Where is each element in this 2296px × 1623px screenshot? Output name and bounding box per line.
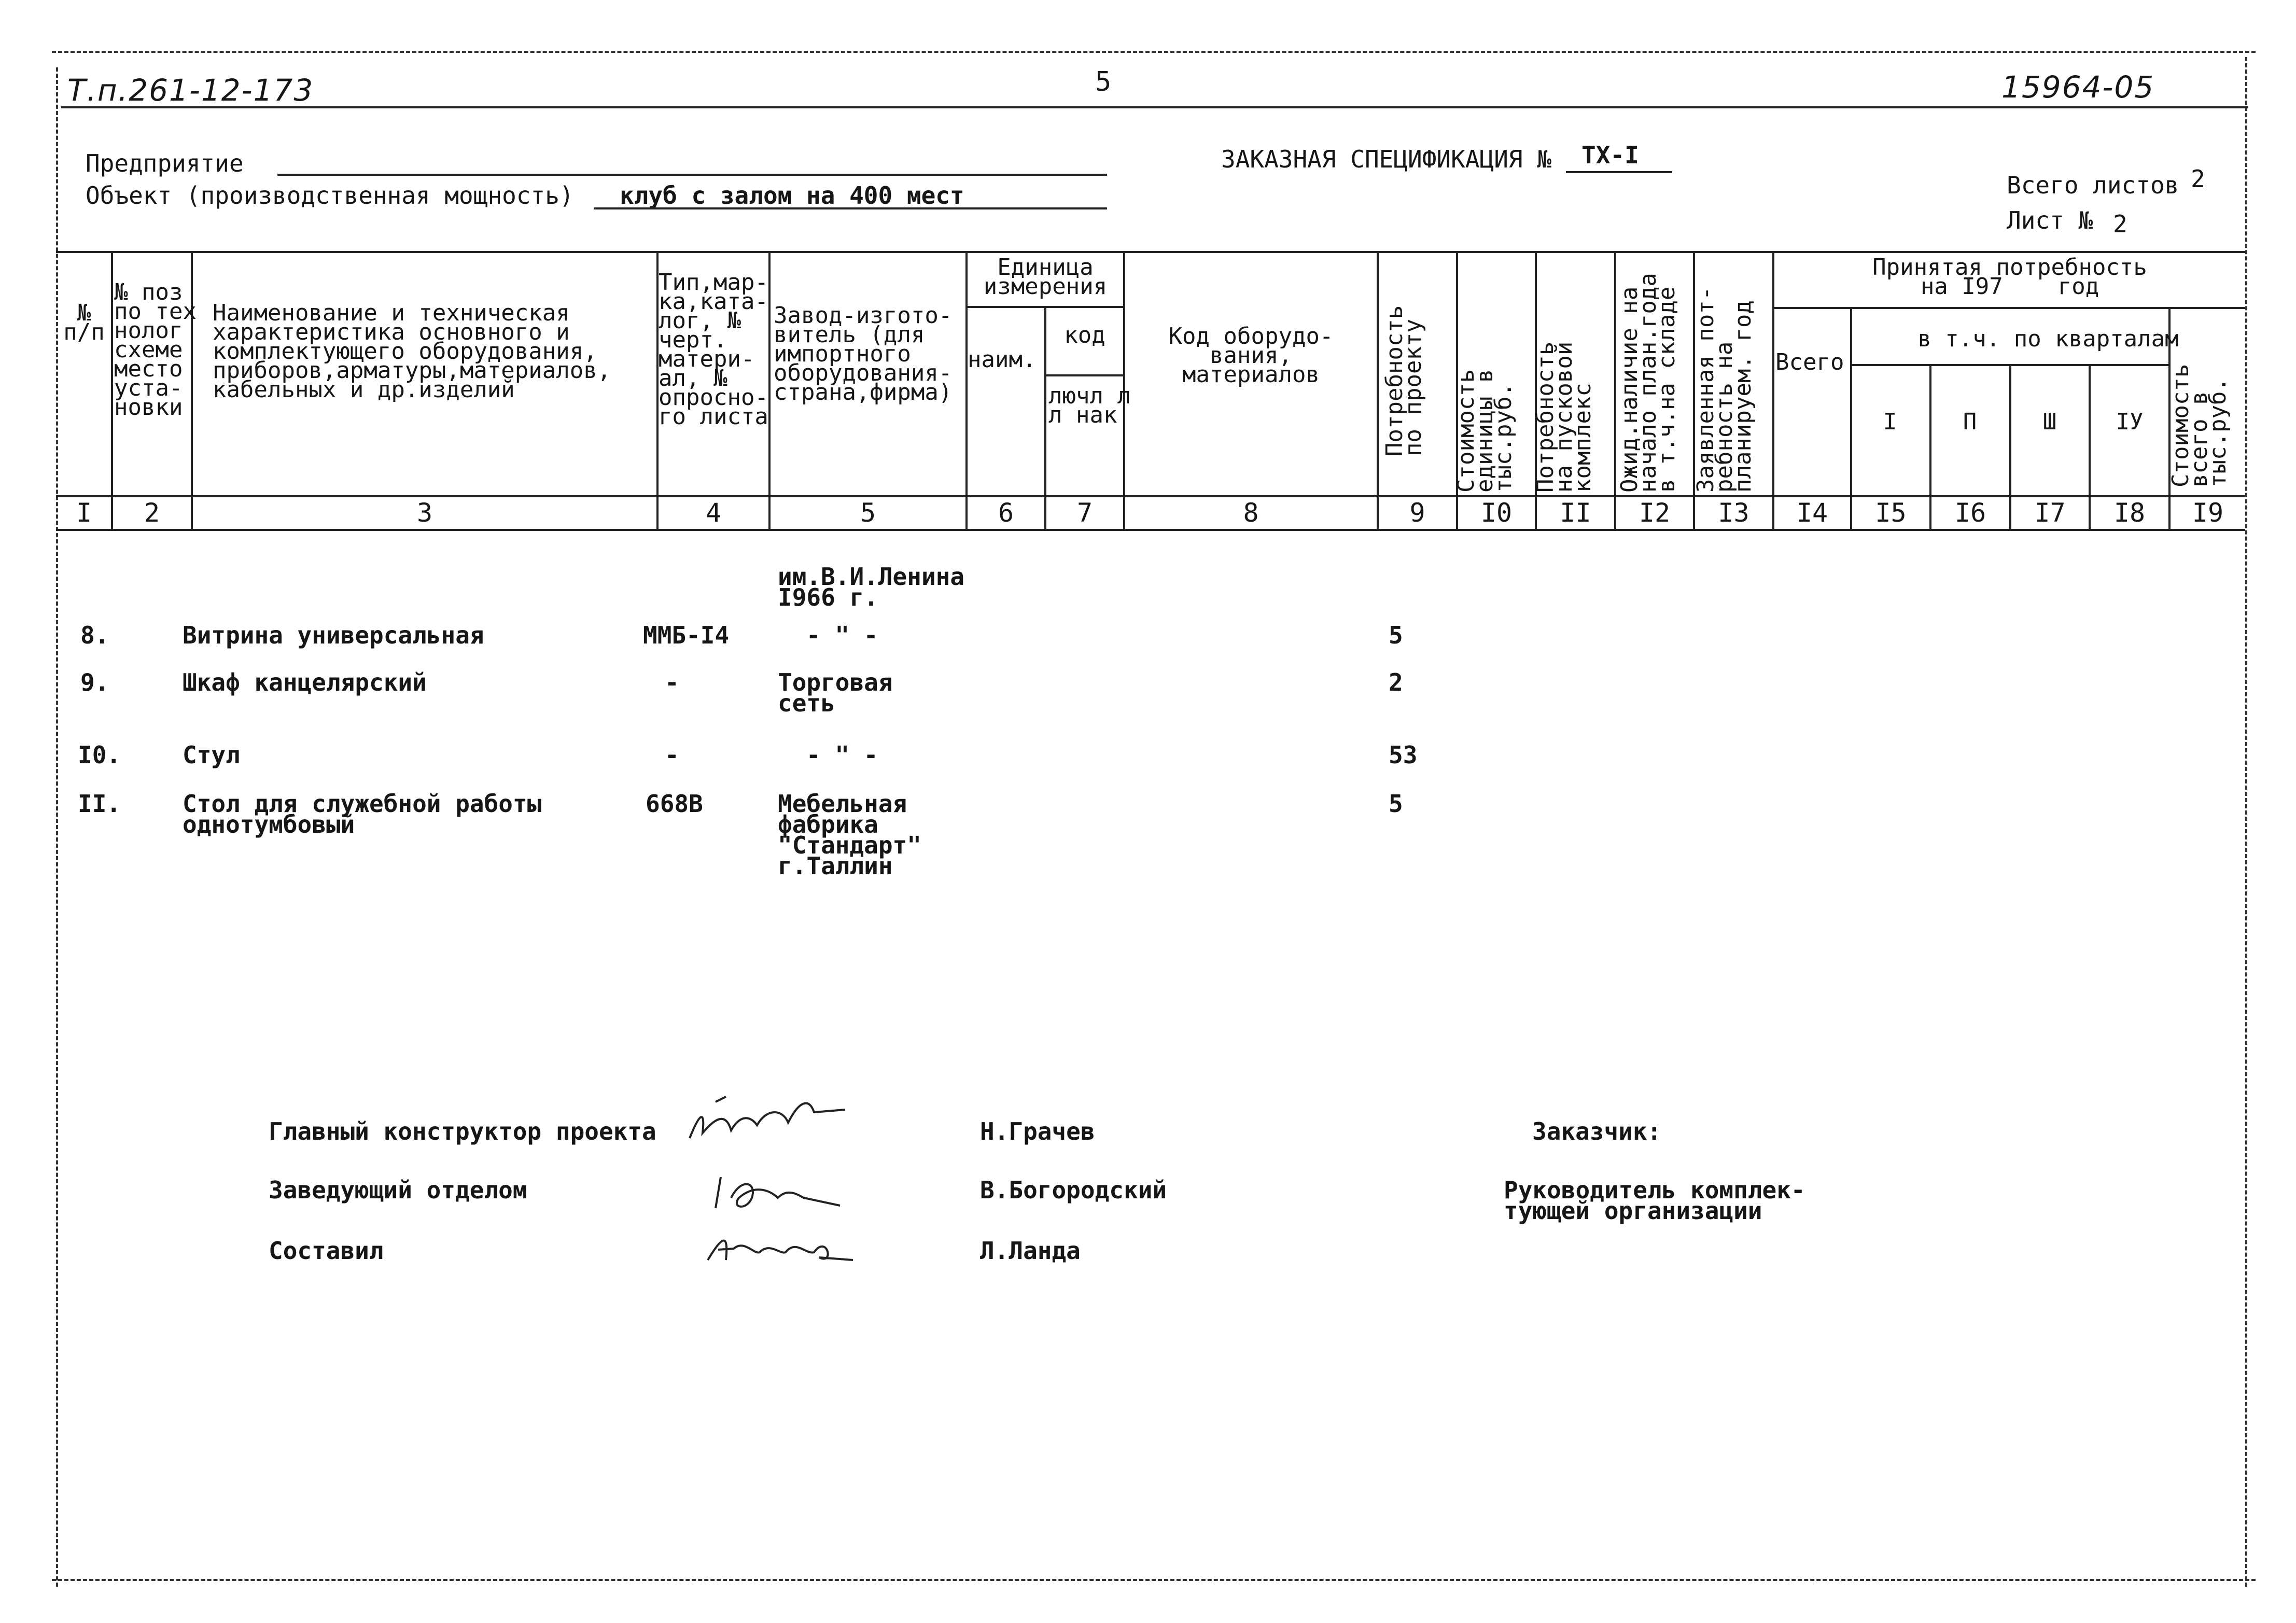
col-number: I xyxy=(76,498,92,528)
col-number: I7 xyxy=(2034,498,2066,528)
col-number: I4 xyxy=(1796,498,1828,528)
table-header-rule xyxy=(56,495,2245,497)
sheet-code: 15964-05 xyxy=(2001,69,2155,105)
col-header-11: Потребность на пусковой комплекс xyxy=(1532,341,1596,493)
chief-signature xyxy=(684,1081,856,1149)
table-numbers-rule xyxy=(56,529,2245,531)
row-10-maker: - " - xyxy=(806,741,878,769)
col-number: I0 xyxy=(1480,498,1513,528)
object-underline xyxy=(594,207,1107,209)
col-header-4: Тип,мар- ка,ката- лог, № черт. матери- ал, № опросно- го листа xyxy=(659,269,768,430)
col-header-19: Стоимость всего в тыс.руб. xyxy=(2167,363,2231,487)
compiled-by-label: Составил xyxy=(269,1237,384,1265)
col-header-18: IУ xyxy=(2116,409,2144,435)
page-number: 5 xyxy=(1095,66,1112,97)
col-header-15: I xyxy=(1883,409,1897,435)
col-header-17: Ш xyxy=(2042,409,2057,435)
col-number: I3 xyxy=(1718,498,1749,528)
row-8-maker: - " - xyxy=(806,621,878,649)
total-sheets-label: Всего листов xyxy=(2007,171,2179,199)
col-line-4 xyxy=(768,251,771,529)
object-label: Объект (производственная мощность) xyxy=(86,181,574,209)
object-value: клуб с залом на 400 мест xyxy=(620,181,964,209)
col-line-1 xyxy=(111,251,113,529)
accepted-group-rule xyxy=(1772,307,2245,309)
row-8-qty: 5 xyxy=(1389,621,1403,649)
unit-group-header: Единица измерения xyxy=(983,254,1108,300)
col-number: II xyxy=(1560,498,1591,528)
spec-number-underline xyxy=(1566,171,1672,173)
row-9-qty: 2 xyxy=(1389,668,1403,696)
col-header-10: Стоимость единицы в тыс.руб. xyxy=(1453,369,1517,493)
col-header-9: Потребность по проекту xyxy=(1381,305,1426,456)
quarters-group-header: в т.ч. по кварталам xyxy=(1917,326,2179,352)
col-number: 8 xyxy=(1243,498,1259,528)
col-header-13: Заявленная пот- ребность на планируем. год xyxy=(1692,286,1756,493)
carry-over-maker: им.В.И.Ленина I966 г. xyxy=(778,563,965,611)
col-header-7-code: код xyxy=(1064,322,1105,348)
spec-number: ТХ-I xyxy=(1581,141,1639,169)
chief-designer-name: Н.Грачев xyxy=(980,1117,1095,1145)
total-sheets-value: 2 xyxy=(2191,165,2205,193)
compiled-by-name: Л.Ланда xyxy=(980,1237,1081,1265)
bottom-border xyxy=(52,1579,2256,1581)
left-border xyxy=(56,67,58,1587)
col-header-7: лючл л л нак xyxy=(1048,383,1131,428)
col-header-6: наим. xyxy=(968,346,1037,373)
col-number: I9 xyxy=(2192,498,2224,528)
row-10-no: I0. xyxy=(78,741,121,769)
col-number: I6 xyxy=(1954,498,1986,528)
col-header-1: № п/п xyxy=(63,300,105,345)
project-code: Т.п.261-12-173 xyxy=(67,73,314,108)
compiler-signature xyxy=(703,1224,858,1270)
sheet-label: Лист № xyxy=(2007,206,2093,234)
col-number: 3 xyxy=(416,498,433,528)
table-top-rule xyxy=(56,251,2245,253)
title-rule xyxy=(61,106,2248,108)
col-number: 5 xyxy=(860,498,876,528)
row-11-qty: 5 xyxy=(1389,790,1403,818)
row-9-maker: Торговая сеть xyxy=(778,668,893,717)
row-9-no: 9. xyxy=(80,668,109,696)
enterprise-underline xyxy=(277,174,1107,176)
row-10-name: Стул xyxy=(183,741,240,769)
top-border xyxy=(52,51,2256,53)
row-11-maker: Мебельная фабрика "Стандарт" г.Таллин xyxy=(778,790,921,880)
head-signature xyxy=(710,1167,850,1224)
customer-label: Заказчик: xyxy=(1532,1117,1662,1145)
col-number: 6 xyxy=(998,498,1014,528)
row-10-type: - xyxy=(665,741,679,769)
col-number: I2 xyxy=(1639,498,1671,528)
supplier-head-label: Руководитель комплек- тующей организации xyxy=(1504,1176,1805,1225)
spec-title: ЗАКАЗНАЯ СПЕЦИФИКАЦИЯ № xyxy=(1221,145,1551,173)
row-11-no: II. xyxy=(78,790,121,818)
col-header-12: Ожид.наличие на начало план.года в т.ч.на складе xyxy=(1616,273,1680,493)
col-number: I5 xyxy=(1875,498,1907,528)
row-8-type: ММБ-I4 xyxy=(643,621,730,649)
col-line-8 xyxy=(1377,251,1379,529)
chief-designer-label: Главный конструктор проекта xyxy=(269,1117,656,1145)
col-header-5: Завод-изгото- витель (для импортного оборудования- страна,фирма) xyxy=(774,302,953,405)
col-number: 2 xyxy=(144,498,160,528)
right-border xyxy=(2245,57,2247,1587)
sheet-value: 2 xyxy=(2113,210,2127,238)
head-of-department-label: Заведующий отделом xyxy=(269,1176,527,1204)
col-number: 9 xyxy=(1409,498,1425,528)
row-9-name: Шкаф канцелярский xyxy=(183,668,427,696)
row-8-no: 8. xyxy=(80,621,109,649)
accepted-group-header: Принятая потребность на I97 год xyxy=(1872,254,2147,300)
enterprise-label: Предприятие xyxy=(86,149,244,177)
col-number: I8 xyxy=(2113,498,2146,528)
col-header-2: № поз по тех нолог схеме место уста- новки xyxy=(114,279,197,421)
col-number: 4 xyxy=(705,498,722,528)
col-header-16: П xyxy=(1963,409,1977,435)
row-9-type: - xyxy=(665,668,679,696)
row-10-qty: 53 xyxy=(1389,741,1418,769)
col-header-3: Наименование и техническая характеристика основного и комплектующего оборудования, приборов,арматуры,материалов, кабельных и др.изделий xyxy=(213,300,611,403)
row-8-name: Витрина универсальная xyxy=(183,621,484,649)
head-of-department-name: В.Богородский xyxy=(980,1176,1167,1204)
row-11-type: 668В xyxy=(646,790,703,818)
col-header-8: Код оборудо- вания, материалов xyxy=(1168,323,1334,388)
col-number: 7 xyxy=(1076,498,1093,528)
row-11-name: Стол для служебной работы однотумбовый xyxy=(183,790,542,838)
code-subrule xyxy=(1044,374,1123,376)
col-header-14: Всего xyxy=(1775,349,1844,375)
